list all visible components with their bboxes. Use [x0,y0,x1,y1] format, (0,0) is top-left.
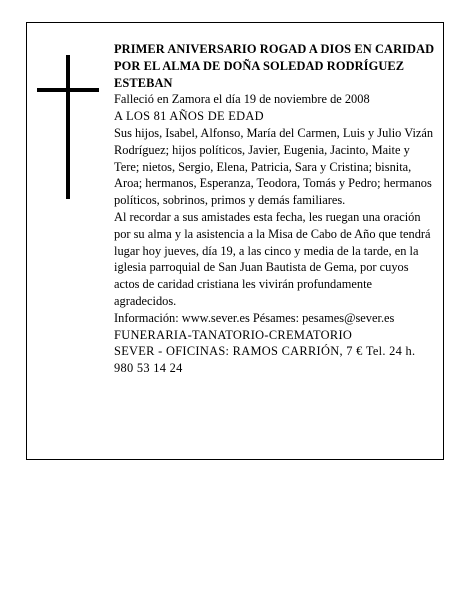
cross-vertical-bar [66,55,70,199]
funeral-home-line: FUNERARIA-TANATORIO-CREMATORIO [114,327,353,342]
cross-icon [27,23,117,223]
obituary-notice [26,22,444,460]
notice-text [114,41,436,377]
mass-request-paragraph: Al recordar a sus amistades esta fecha, les ruegan una oración por su alma y la asistencia a la Misa de Cabo de Año que tendrá lugar hoy jueves, día 19, a las cinco y media de la tarde, en la iglesia parroquial de San Juan Bautista de Gema, por cuyos actos de caridad cristiana les vivirán profundamente agradecidos. [114,209,431,308]
death-date-line: Falleció en Zamora el día 19 de noviembre de 2008 [114,92,370,107]
family-paragraph: Sus hijos, Isabel, Alfonso, María del Carmen, Luis y Julio Vizán Rodríguez; hijos políticos, Javier, Eugenia, Jacinto, Maite y Tere; nietos, Sergio, Elena, Patricia, Sara y Cristina; bisnita, Aroa; hermanos, Esperanza, Teodora, Tomás y Pedro; hermanos políticos, sobrinos, primos y demás familiares. [114,125,434,208]
information-line: Información: www.sever.es Pésames: pesames@sever.es [114,310,395,325]
cross-horizontal-bar [37,88,99,92]
offices-line: SEVER - OFICINAS: RAMOS CARRIÓN, 7 € Tel. 24 h. 980 53 14 24 [114,344,416,376]
age-line: A LOS 81 AÑOS DE EDAD [114,109,264,124]
notice-heading: PRIMER ANIVERSARIO ROGAD A DIOS EN CARIDAD POR EL ALMA DE DOÑA SOLEDAD RODRÍGUEZ ESTEBAN [114,42,435,90]
